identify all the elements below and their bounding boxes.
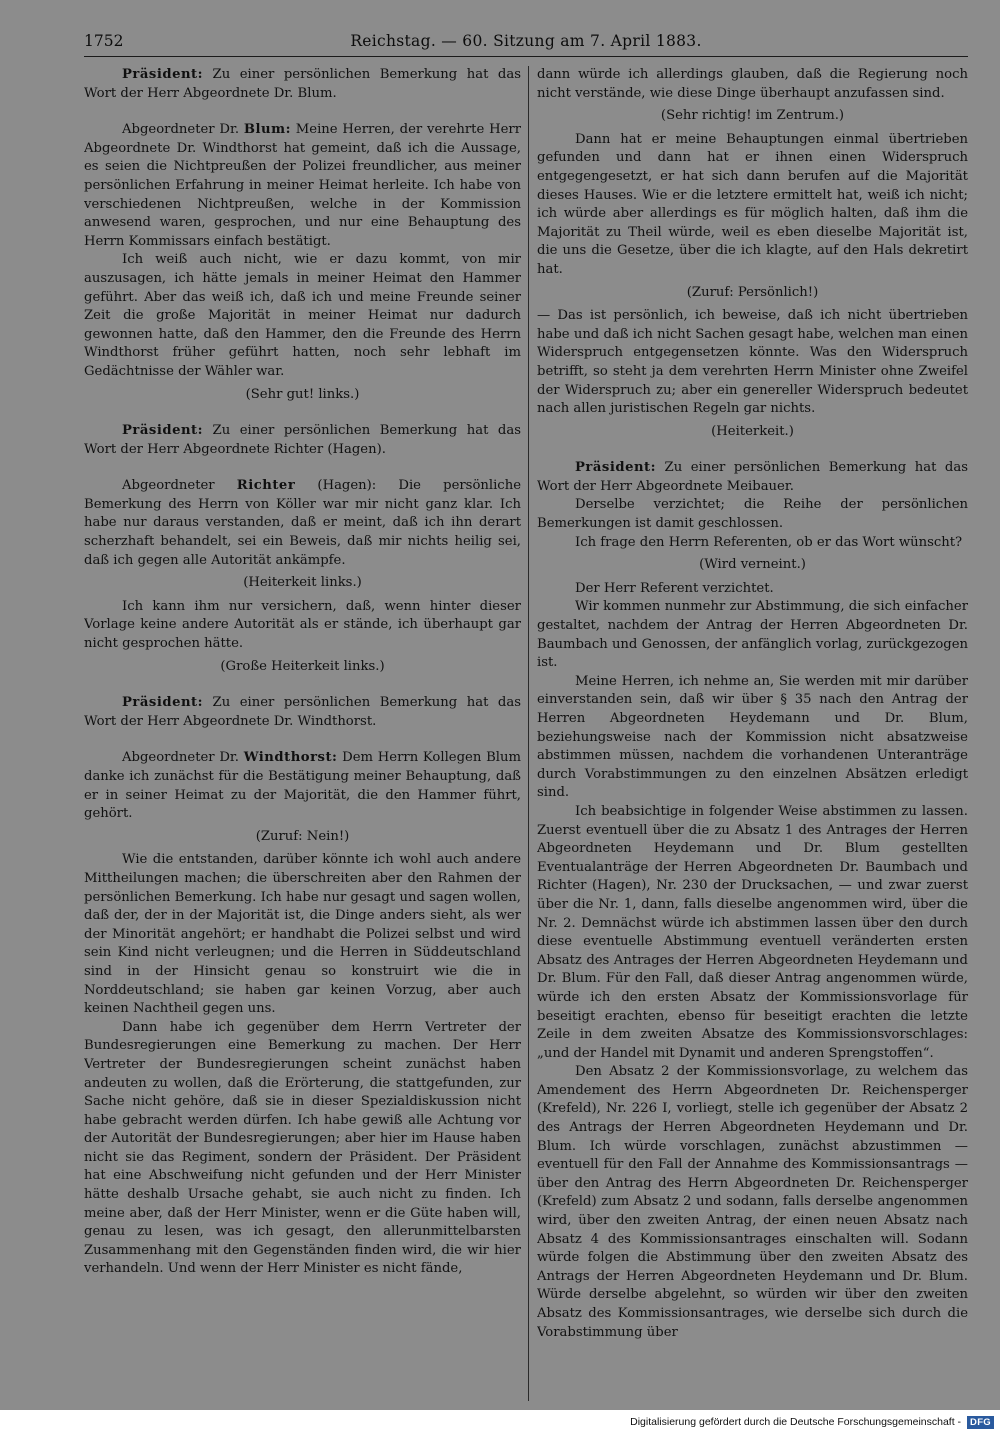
speaker-title: Abgeordneter Dr.	[122, 750, 244, 766]
paragraph: dann würde ich allerdings glauben, daß die Regierung noch nicht verstände, wie diese Dinge überhaupt anzufassen sind.	[537, 67, 968, 101]
left-column	[84, 66, 521, 1401]
paragraph: Ich weiß auch nicht, wie er dazu kommt, von mir auszusagen, ich hätte jemals in meiner Heimat den Hammer geführt. Aber das weiß ich, daß ich und meine Freunde seiner Zeit die große Majorität in meiner Heimat nur dadurch gewonnen hatte, daß den Hammer, den die Freunde des Herrn Windthorst früher geführt hatten, noch sehr lebhaft im Gedächtnisse der Wähler war.	[84, 252, 521, 379]
paragraph-text: Zu einer persönlichen Bemerkung hat das Wort der Herr Abgeordnete Dr. Windthorst.	[84, 695, 521, 729]
paragraph: Dann habe ich gegenüber dem Herrn Vertreter der Bundesregierungen eine Bemerkung zu machen. Der Herr Vertreter der Bundesregierungen scheint zunächst haben andeuten zu wollen, daß die Erörterung, die stattgefunden, zur Sache nicht gehöre, daß sie in dieser Spezialdiskussion nicht habe gebracht werden dürfen. Ich habe gewiß alle Achtung vor der Autorität der Bundesregierungen; aber hier im Hause haben nicht sie das Regiment, sondern der Präsident. Der Präsident hat eine Abschweifung nicht gefunden und der Herr Minister hätte deshalb Ursache gehabt, sie auch nicht zu finden. Ich meine aber, daß der Herr Minister, wenn er die Güte haben will, genau zu lesen, was ich gesagt, den allerunmittelbarsten Zusammenhang mit den Gegenständen finden wird, die wir hier verhandeln. Und wenn der Herr Minister es nicht fände,	[84, 1019, 521, 1277]
interjection: (Zuruf: Persönlich!)	[686, 284, 819, 300]
paragraph: Wie die entstanden, darüber könnte ich wohl auch andere Mittheilungen machen; die überschreiten aber den Rahmen der persönlichen Bemerkung. Ich habe nur gesagt und sagen wollen, daß der, der in der Majorität ist, die Dinge anders sieht, als wer der Minorität angehört; er handhabt die Polizei selbst und wird sein Kind nicht verleugnen; und die Herren in Süddeutschland sind in der Hinsicht genau so konstruirt wie die in Norddeutschland; sie haben gar keinen Vorzug, aber auch keinen Nachtheil gegen uns.	[84, 852, 521, 1017]
interjection: (Sehr richtig! im Zentrum.)	[660, 108, 845, 124]
running-head: Reichstag. — 60. Sitzung am 7. April 1883.	[350, 32, 702, 50]
speaker-name: Präsident:	[122, 695, 204, 711]
speaker-name: Blum:	[243, 122, 291, 138]
paragraph: Dann hat er meine Behauptungen einmal übertrieben gefunden und dann hat er ihnen einen Widerspruch entgegengesetzt, er hat sich dann berufen auf die Majorität dieses Hauses. Wie er die letztere ermittelt hat, weiß ich nicht; ich würde aber allerdings es für möglich halten, daß ihm die Majorität zu Theil würde, weil es eben dieselbe Majorität ist, die uns die Gesetze, über die ich klagte, auf den Hals dekretirt hat.	[537, 131, 968, 277]
speaker-title: Abgeordneter	[122, 478, 237, 494]
speaker-name: Präsident:	[122, 423, 204, 439]
speaker-title: Abgeordneter Dr.	[122, 122, 244, 138]
paragraph-text: (Hagen): Die persönliche Bemerkung des Herrn von Köller war mir nicht ganz klar. Ich habe nur daraus verstanden, daß er meint, daß ich ihn derart scherzhaft behandelt, sei ein Beweis, daß mir nichts heilig sei, daß ich gegen alle Autorität ankämpfe.	[84, 478, 521, 568]
paragraph: Ich frage den Herrn Referenten, ob er das Wort wünscht?	[575, 534, 963, 550]
paragraph	[84, 694, 521, 731]
speaker-name: Präsident:	[575, 460, 657, 476]
paragraph-text: Meine Herren, der verehrte Herr Abgeordnete Dr. Windthorst hat gemeint, daß ich die Aussage, es seien die Nichtpreußen der Polizei freundlicher, aus meiner persönlichen Erfahrung in meiner Heimat herleite. Ich habe von verschiedenen Nichtpreußen, welche in der Kommission anwesend waren, gesprochen, und nur eine Behauptung des Herrn Kommissars einfach bestätigt.	[84, 122, 521, 249]
speaker-name: Präsident:	[122, 67, 204, 82]
paragraph	[84, 749, 521, 823]
interjection: (Sehr gut! links.)	[245, 386, 360, 402]
paragraph	[84, 422, 521, 459]
paragraph	[84, 477, 521, 570]
interjection: (Zuruf: Nein!)	[255, 828, 350, 844]
paragraph-text: Zu einer persönlichen Bemerkung hat das Wort der Herr Abgeordnete Richter (Hagen).	[84, 423, 521, 457]
paragraph: Wir kommen nunmehr zur Abstimmung, die sich einfacher gestaltet, nachdem der Antrag der Herren Abgeordneten Dr. Baumbach und Genossen, der anfänglich vorlag, zurückgezogen ist.	[537, 599, 968, 671]
paragraph: Derselbe verzichtet; die Reihe der persönlichen Bemerkungen ist damit geschlossen.	[537, 497, 968, 532]
header-rule	[84, 56, 968, 57]
paragraph: Ich kann ihm nur versichern, daß, wenn hinter dieser Vorlage keine andere Autorität als er stände, ich überhaupt gar nicht gesprochen hätte.	[84, 598, 521, 652]
speaker-name: Windthorst:	[243, 750, 338, 766]
dfg-logo-icon: DFG	[967, 1416, 994, 1429]
paragraph	[84, 66, 521, 103]
page-header	[84, 30, 968, 54]
paragraph: — Das ist persönlich, ich beweise, daß ich nicht übertrieben habe und daß ich nicht Sachen gesagt habe, welchen man einen Widerspruch entgegensetzen könnte. Was den Widerspruch betrifft, so steht ja dem verehrten Herrn Minister ohne Zweifel der Widerspruch zu; aber ein genereller Widerspruch bedeutet nach allen juristischen Regeln gar nichts.	[537, 308, 968, 417]
interjection: (Wird verneint.)	[699, 557, 806, 573]
page-number: 1752	[84, 32, 124, 50]
interjection: (Heiterkeit links.)	[243, 575, 362, 591]
digitization-credit	[630, 1413, 994, 1431]
right-column	[537, 66, 968, 1401]
paragraph-text: Zu einer persönlichen Bemerkung hat das Wort der Herr Abgeordnete Dr. Blum.	[84, 67, 521, 101]
paragraph-text: Dem Herrn Kollegen Blum danke ich zunächst für die Bestätigung meiner Behauptung, daß er in seiner Heimat zu der Majorität, die den Hammer führt, gehört.	[84, 750, 521, 822]
paragraph	[84, 121, 521, 251]
paragraph: Der Herr Referent verzichtet.	[575, 580, 774, 596]
speaker-name: Richter	[236, 478, 296, 494]
interjection: (Große Heiterkeit links.)	[220, 658, 385, 674]
paragraph: Meine Herren, ich nehme an, Sie werden mit mir darüber einverstanden sein, daß wir über § 35 nach den Antrag der Herren Abgeordneten Heydemann und Dr. Blum, beziehungsweise nach der Kommission nicht absatzweise abstimmen müssen, nachdem die vorhandenen Unteranträge durch Vorabstimmungen zu den einzelnen Absätzen erledigt sind.	[537, 673, 968, 801]
paragraph	[537, 459, 968, 496]
paragraph-text: Zu einer persönlichen Bemerkung hat das Wort der Herr Abgeordnete Meibauer.	[537, 460, 968, 494]
interjection: (Heiterkeit.)	[711, 423, 794, 439]
credit-text: Digitalisierung gefördert durch die Deutsche Forschungsgemeinschaft -	[630, 1416, 962, 1428]
paragraph: Ich beabsichtige in folgender Weise abstimmen zu lassen. Zuerst eventuell über die zu Absatz 1 des Antrages der Herren Abgeordneten Heydemann und Dr. Blum gestellten Eventualanträge der Herren Abgeordneten Dr. Baumbach und Richter (Hagen), Nr. 230 der Drucksachen, — und zwar zuerst über die Nr. 1, dann, falls dieselbe angenommen wird, über die Nr. 2. Demnächst würde ich abstimmen lassen über den durch diese eventuelle Abstimmung eventuell veränderten ersten Absatz des Antrages der Herren Abgeordneten Heydemann und Dr. Blum. Für den Fall, daß dieser Antrag angenommen würde, würde ich den ersten Absatz der Kommissionsvorlage für beseitigt erachten, ebenso für beseitigt erachten die letzte Zeile in dem zweiten Absatze des Kommissionsvorschlages: „und der Handel mit Dynamit und anderen Sprengstoffen“.	[537, 803, 968, 1061]
paragraph: Den Absatz 2 der Kommissionsvorlage, zu welchem das Amendement des Herrn Abgeordneten Dr. Reichensperger (Krefeld), Nr. 226 I, vorliegt, stelle ich gegenüber der Absatz 2 des Antrags der Herren Abgeordneten Heydemann und Dr. Blum. Ich würde vorschlagen, zunächst abzustimmen — eventuell für den Fall der Annahme des Kommissionsantrags — über den Antrag des Herrn Abgeordneten Dr. Reichensperger (Krefeld) zum Absatz 2 und sodann, falls derselbe angenommen wird, über den zweiten Antrag, der einen neuen Absatz nach Absatz 4 des Kommissionsantrages einschalten will. Sodann würde folgen die Abstimmung über den zweiten Absatz des Antrags der Herren Abgeordneten Heydemann und Dr. Blum. Würde derselbe abgelehnt, so würden wir über den zweiten Absatz des Kommissionsantrages, wie derselbe sich durch die Vorabstimmung über	[537, 1064, 968, 1340]
column-divider	[528, 66, 529, 1401]
